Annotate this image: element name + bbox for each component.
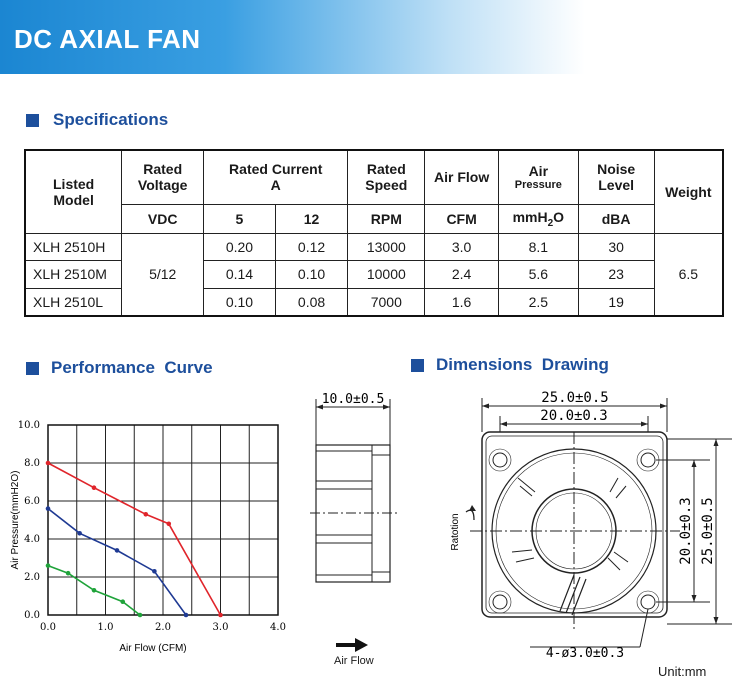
cell-current-5: 0.14 xyxy=(204,260,276,288)
cell-current-5: 0.10 xyxy=(204,288,276,316)
cell-speed: 13000 xyxy=(348,233,425,260)
x-tick-label: 2.0 xyxy=(155,622,171,633)
unit-air-flow: CFM xyxy=(425,204,499,233)
x-tick-label: 4.0 xyxy=(270,622,286,633)
vertical-hole-spacing: 20.0±0.3 xyxy=(678,497,694,565)
cell-noise: 30 xyxy=(578,233,654,260)
unit-label: Unit:mm xyxy=(658,664,707,679)
data-point xyxy=(92,485,97,490)
performance-chart xyxy=(0,405,300,665)
vertical-outer-dimension: 25.0±0.5 xyxy=(700,497,716,565)
hole-dimension: 4-ø3.0±0.3 xyxy=(545,646,625,660)
y-tick-label: 2.0 xyxy=(24,572,40,583)
x-tick-label: 0.0 xyxy=(40,622,56,633)
header-rated-current xyxy=(204,150,348,204)
cell-model: XLH 2510H xyxy=(25,233,122,260)
rotation-label: Ratotion xyxy=(450,513,461,551)
pressure-unit-suffix: O xyxy=(553,208,565,225)
unit-current-5: 5 xyxy=(204,204,276,233)
y-tick-label: 0.0 xyxy=(24,610,40,621)
airflow-arrow-icon xyxy=(336,638,370,652)
x-tick-label: 3.0 xyxy=(212,622,229,633)
data-point xyxy=(77,531,82,536)
header-rated-speed: Rated Speed xyxy=(348,150,425,204)
cell-pressure: 2.5 xyxy=(498,288,578,316)
data-point xyxy=(152,569,157,574)
performance-title: Performance Curve xyxy=(51,358,213,377)
cell-air-flow: 1.6 xyxy=(425,288,499,316)
specifications-title: Specifications xyxy=(53,110,169,129)
data-point xyxy=(143,512,148,517)
fan-front-view xyxy=(440,380,740,660)
cell-noise: 23 xyxy=(578,260,654,288)
unit-speed: RPM xyxy=(348,204,425,233)
outer-width-dimension: 25.0±0.5 xyxy=(541,390,609,406)
data-point xyxy=(120,599,125,604)
cell-pressure: 5.6 xyxy=(498,260,578,288)
cell-air-flow: 2.4 xyxy=(425,260,499,288)
cell-voltage: 5/12 xyxy=(122,233,204,316)
header-weight: Weight xyxy=(654,150,723,233)
dimensions-heading xyxy=(411,355,609,375)
air-pressure-label-top: Air xyxy=(528,163,549,180)
data-point xyxy=(115,548,120,553)
y-tick-label: 6.0 xyxy=(24,496,40,507)
cell-weight: 6.5 xyxy=(654,233,723,316)
cell-current-12: 0.12 xyxy=(275,233,348,260)
x-tick-label: 1.0 xyxy=(97,622,114,633)
chart-ticks xyxy=(18,420,286,633)
hole-spacing-dimension: 20.0±0.3 xyxy=(540,408,608,424)
y-tick-label: 10.0 xyxy=(17,420,40,431)
unit-voltage: VDC xyxy=(122,204,204,233)
data-point xyxy=(166,522,171,527)
performance-heading xyxy=(26,358,213,378)
square-bullet-icon xyxy=(26,362,39,375)
data-point xyxy=(218,613,223,618)
table-row xyxy=(25,233,723,260)
rated-current-label: Rated Current xyxy=(229,161,323,178)
cell-current-12: 0.08 xyxy=(275,288,348,316)
cell-air-flow: 3.0 xyxy=(425,233,499,260)
cell-speed: 7000 xyxy=(348,288,425,316)
header-air-flow: Air Flow xyxy=(425,150,499,204)
rated-current-unit: A xyxy=(270,177,281,194)
header-air-pressure xyxy=(498,150,578,204)
square-bullet-icon xyxy=(411,359,424,372)
air-pressure-label-bottom: Pressure xyxy=(514,179,562,192)
airflow-label: Air Flow xyxy=(334,655,374,667)
dimensions-title: Dimensions Drawing xyxy=(436,355,609,374)
data-point xyxy=(46,461,51,466)
cell-current-5: 0.20 xyxy=(204,233,276,260)
spec-table xyxy=(24,149,724,317)
data-point xyxy=(184,613,189,618)
y-tick-label: 4.0 xyxy=(24,534,40,545)
cell-model: XLH 2510L xyxy=(25,288,122,316)
cell-model: XLH 2510M xyxy=(25,260,122,288)
unit-pressure xyxy=(498,204,578,233)
header-listed-model: Listed Model xyxy=(25,150,122,233)
data-point xyxy=(66,571,71,576)
header-noise-level: Noise Level xyxy=(578,150,654,204)
header-rated-voltage: Rated Voltage xyxy=(122,150,204,204)
data-point xyxy=(46,506,51,511)
title-banner xyxy=(0,0,750,74)
cell-noise: 19 xyxy=(578,288,654,316)
cell-pressure: 8.1 xyxy=(498,233,578,260)
data-point xyxy=(92,588,97,593)
x-axis-label: Air Flow (CFM) xyxy=(119,643,187,654)
rotation-arrow-icon xyxy=(466,510,474,520)
data-point xyxy=(46,563,51,568)
cell-current-12: 0.10 xyxy=(275,260,348,288)
cell-speed: 10000 xyxy=(348,260,425,288)
thickness-dimension: 10.0±0.5 xyxy=(321,392,385,407)
pressure-unit-prefix: mmH xyxy=(512,208,548,225)
fan-side-view xyxy=(300,385,410,605)
unit-noise: dBA xyxy=(578,204,654,233)
specifications-heading xyxy=(26,110,168,130)
y-tick-label: 8.0 xyxy=(24,458,40,469)
unit-current-12: 12 xyxy=(275,204,348,233)
data-point xyxy=(138,613,143,618)
y-axis-label: Air Pressure(mmH2O) xyxy=(10,470,21,570)
pressure-unit-sub: 2 xyxy=(547,217,554,229)
chart-grid xyxy=(48,425,278,615)
banner-title: DC AXIAL FAN xyxy=(14,24,201,54)
square-bullet-icon xyxy=(26,114,39,127)
